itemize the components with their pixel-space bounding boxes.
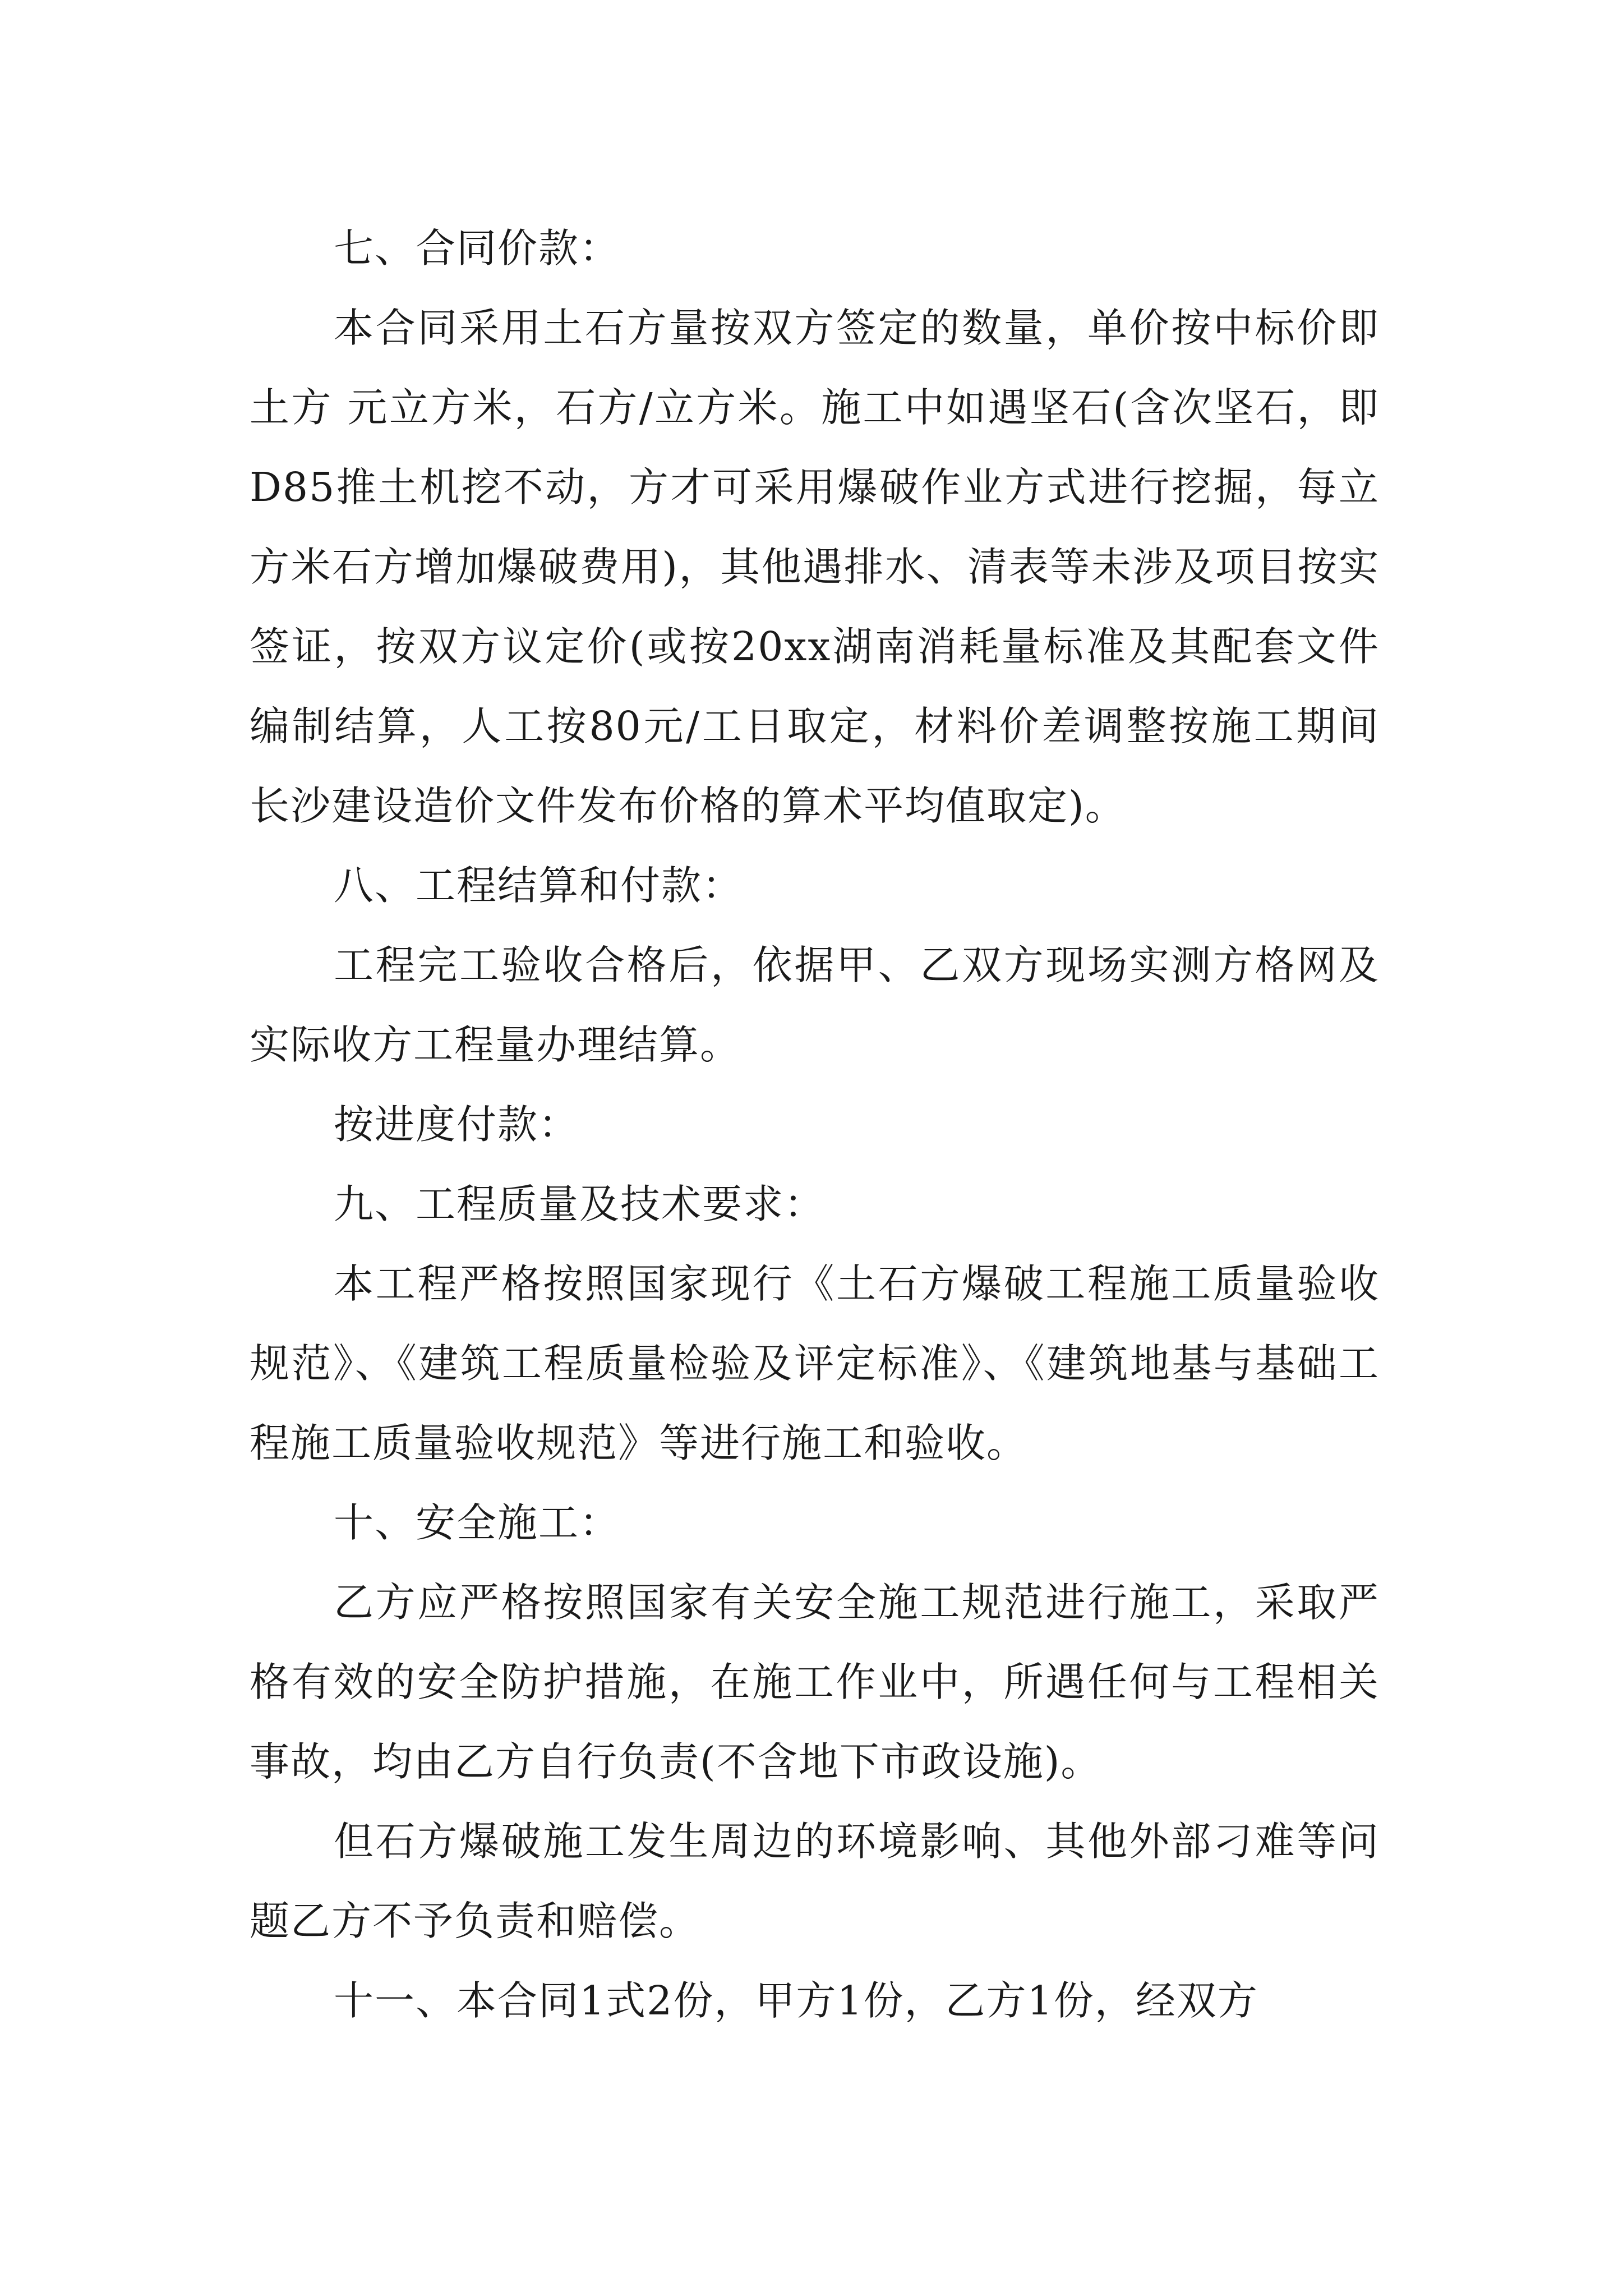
section-heading-quality-requirements: 九、工程质量及技术要求： bbox=[334, 1181, 826, 1227]
paragraph-safety-measures: 乙方应严格按照国家有关安全施工规范进行施工，采取严格有效的安全防护措施，在施工作业中，所遇任何与工程相关事故，均由乙方自行负责(不含地下市政设施)。 bbox=[250, 1579, 1380, 1785]
paragraph-progress-payment: 按进度付款： bbox=[334, 1101, 580, 1148]
section-heading-contract-copies: 十一、本合同1式2份，甲方1份，乙方1份，经双方 bbox=[334, 1977, 1258, 2024]
paragraph-settlement: 工程完工验收合格后，依据甲、乙双方现场实测方格网及实际收方工程量办理结算。 bbox=[250, 942, 1380, 1068]
paragraph-quality-standards: 本工程严格按照国家现行《土石方爆破工程施工质量验收规范》、《建筑工程质量检验及评定标准》、《建筑地基与基础工程施工质量验收规范》等进行施工和验收。 bbox=[250, 1260, 1380, 1466]
paragraph-contract-price: 本合同采用土石方量按双方签定的数量，单价按中标价即土方 元立方米，石方/立方米。施工中如遇坚石(含次坚石，即D85推土机挖不动，方才可采用爆破作业方式进行挖掘，每立方米石方增加爆破费用)，其他遇排水、清表等未涉及项目按实签证，按双方议定价(或按20xx湖南消耗量标准及其配套文件编制结算，人工按80元/工日取定，材料价差调整按施工期间长沙建设造价文件发布价格的算术平均值取定)。 bbox=[250, 305, 1380, 829]
document-body bbox=[250, 209, 1380, 2041]
paragraph-blasting-liability: 但石方爆破施工发生周边的环境影响、其他外部刁难等问题乙方不予负责和赔偿。 bbox=[250, 1818, 1380, 1944]
section-heading-safe-construction: 十、安全施工： bbox=[334, 1499, 621, 1546]
section-heading-contract-price: 七、合同价款： bbox=[334, 225, 621, 272]
section-heading-settlement-payment: 八、工程结算和付款： bbox=[334, 862, 744, 909]
